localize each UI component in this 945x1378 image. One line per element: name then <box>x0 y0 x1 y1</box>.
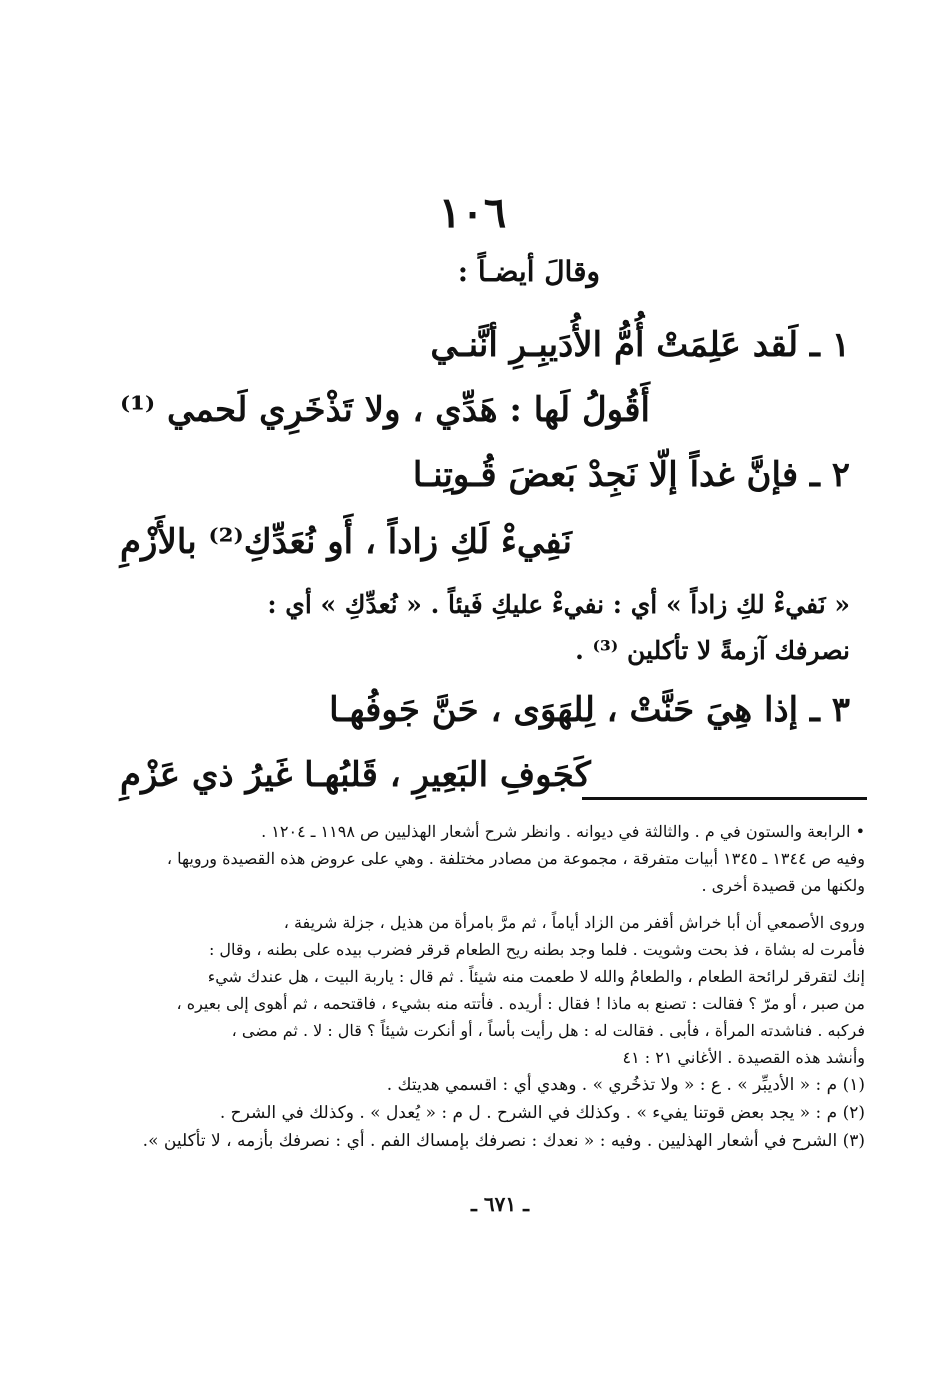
verse-1-second-hemistich: أَقُولُ لَها : هَدِّي ، ولا تَذْخَرِي لَحمي ⁽¹⁾ <box>120 390 650 430</box>
footnote-1: (١) م : « الأديبِّر » . ع : « ولا تذخُري » . وهدي أي : اقسمي هديتك . <box>386 1075 865 1095</box>
poem-intro: وقالَ أيضـاً : <box>457 255 600 288</box>
page-number: ـ ٦٧١ ـ <box>471 1192 529 1216</box>
footnote-2: (٢) م : « يجد بعض قوتنا يفيء » . وكذلك في الشرح . ل م : « يُعدل » . وكذلك في الشرح . <box>219 1103 865 1123</box>
poem-number: ١٠٦ <box>438 188 507 237</box>
story-note-line: إنك لتقرقر لرائحة الطعام ، والطعامُ والله لا طعمت منه شيئاً . ثم قال : ياربة البيت ، هل عندك شيء <box>207 967 865 986</box>
intro-note-line: • الرابعة والستون في م . والثالثة في ديوانه . وانظر شرح أشعار الهذليين ص ١١٩٨ ـ ١٢٠٤ . <box>261 822 865 841</box>
verse-1-first-hemistich: ١ ـ لَقد عَلِمَتْ أُمُّ الأُدَيبِـرِ أنَّنـي <box>430 325 850 365</box>
verse-3-first-hemistich: ٣ ـ إذا هِيَ حَنَّتْ ، لِلهَوَى ، حَنَّ جَوفُهـا <box>329 690 850 730</box>
verse-2-second-hemistich: نَفِيءْ لَكِ زاداً ، أَو نُعَدِّكِ⁽²⁾ بالأَزْمِ <box>120 522 572 562</box>
footnote-3: (٣) الشرح في أشعار الهذليين . وفيه : « نعدك : نصرفك بإمساك الفم . أي : نصرفك بأزمه ، لا تأكلين ». <box>142 1131 865 1151</box>
intro-note-line: وفيه ص ١٣٤٤ ـ ١٣٤٥ أبيات متفرقة ، مجموعة من مصادر مختلفة . وهي على عروض هذه القصيدة ورويها ، <box>166 849 865 868</box>
gloss-line-1: « نَفيءْ لكِ زاداً » أي : نفيءْ عليكِ فَيئاً . « نُعدِّكِ » أي : <box>267 590 850 619</box>
verse-3-second-hemistich: كَجَوفِ البَعِيرِ ، قَلبُهـا غَيرُ ذي عَزْمِ <box>120 755 591 795</box>
story-note-line: وأنشد هذه القصيدة . الأغاني ٢١ : ٤١ <box>622 1048 865 1067</box>
footnotes-area <box>75 818 865 1155</box>
spacer <box>75 899 865 909</box>
footnote-separator <box>582 797 867 800</box>
intro-note-line: ولكنها من قصيدة أخرى . <box>701 876 865 895</box>
story-note-line: من صبر ، أو مرّ ؟ فقالت : تصنع به ماذا ! فقال : أريده . فأتته منه بشيء ، فاقتحمه ، ثم أهوى إلى بعيره ، <box>176 994 865 1013</box>
story-note-line: وروى الأصمعي أن أبا خراش أقفر من الزاد أياماً ، ثم مرَّ بامرأة من هذيل ، جزلة شريفة ، <box>283 913 865 932</box>
verse-2-first-hemistich: ٢ ـ فإنَّ غداً إلّا نَجِدْ بَعضَ قُـوتِنـا <box>412 455 850 495</box>
story-note-line: فأمرت له بشاة ، فذ بحت وشويت . فلما وجد بطنه ريح الطعام قرقر فضرب بيده على بطنه ، وقال : <box>208 940 865 959</box>
gloss-line-2: نصرفك آزمةً لا تأكلين ⁽³⁾ . <box>575 636 850 665</box>
story-note-line: فركبه . فناشدته المرأة ، فأبى . فقالت له : هل رأيت بأساً ، أو أنكرت شيئاً ؟ قال : لا . ثم مضى ، <box>231 1021 865 1040</box>
